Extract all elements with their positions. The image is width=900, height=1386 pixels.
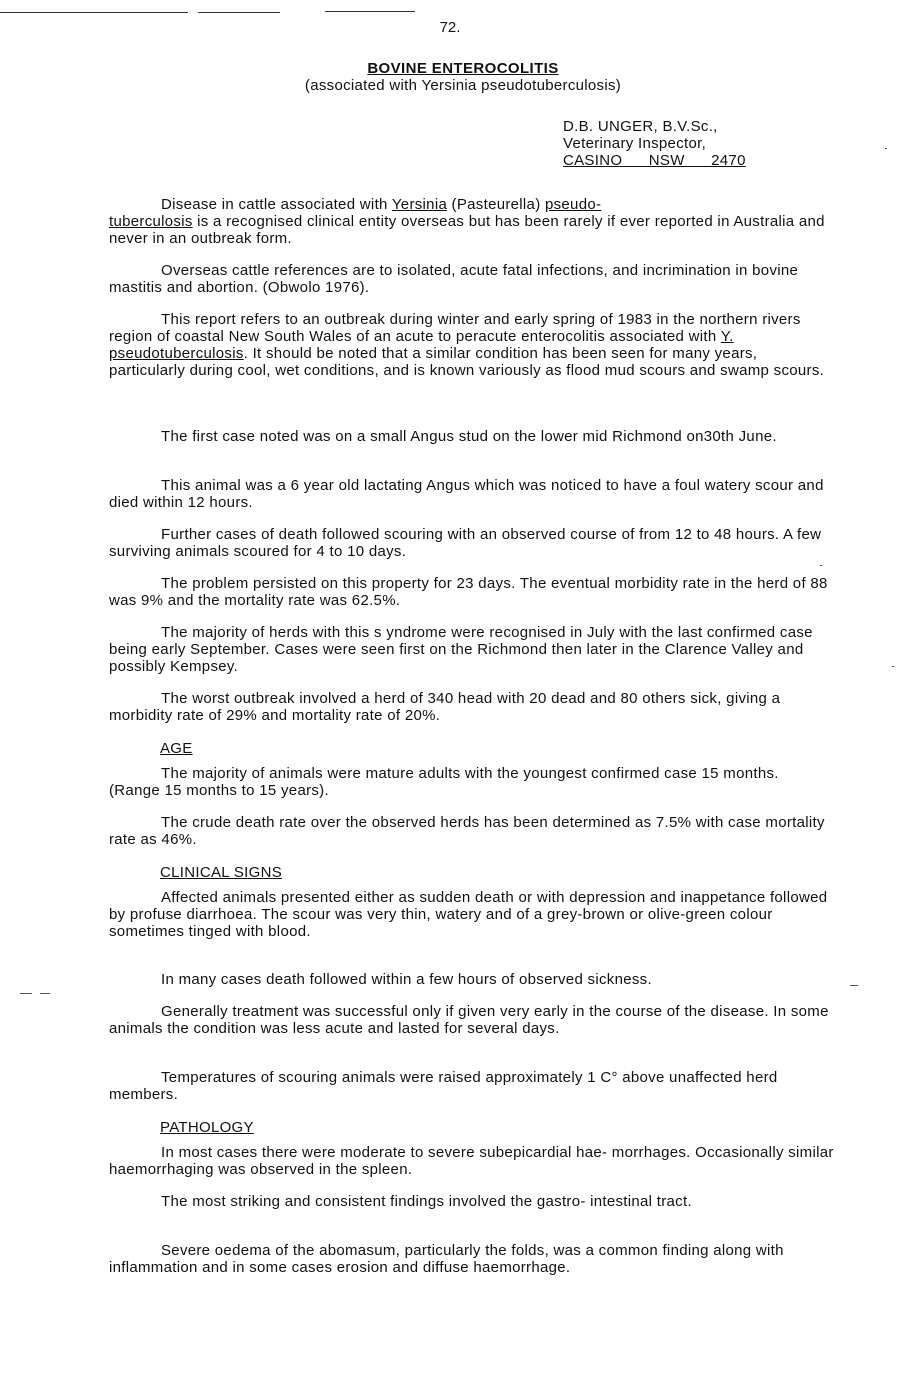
paragraph-5: This animal was a 6 year old lactating Angus which was noticed to have a foul watery scour and died within 12 hours. (109, 477, 824, 511)
top-rule-right (325, 11, 415, 12)
scan-speck (885, 148, 887, 149)
paragraph-16: In most cases there were moderate to severe subepicardial hae- morrhages. Occasionally similar haemorrhaging was observed in the spleen. (109, 1144, 834, 1178)
heading-age: AGE (160, 740, 193, 757)
scan-speck (20, 993, 32, 994)
paragraph-9: The worst outbreak involved a herd of 340 head with 20 dead and 80 others sick, giving a morbidity rate of 29% and mortality rate of 20%. (109, 690, 781, 724)
paragraph-2: Overseas cattle references are to isolated, acute fatal infections, and incrimination in bovine mastitis and abortion. (Obwolo 1976). (109, 262, 799, 296)
paragraph-3: This report refers to an outbreak during winter and early spring of 1983 in the northern rivers region of coastal New South Wales of an acute to peracute enterocolitis associated with Y. pseudotuberculosis. It should be noted that a similar condition has been seen for many years, particularly during cool, wet conditions, and is known variously as flood mud scours and swamp scours. (109, 311, 825, 379)
scan-speck (892, 666, 894, 667)
top-rule-middle (198, 12, 280, 13)
author-role: Veterinary Inspector, (563, 135, 707, 152)
heading-clinical-signs: CLINICAL SIGNS (160, 864, 283, 881)
paragraph-14: Generally treatment was successful only if given very early in the course of the disease. In some animals the condition was less acute and lasted for several days. (109, 1003, 829, 1037)
paragraph-8: The majority of herds with this s yndrome were recognised in July with the last confirmed case being early September. Cases were seen first on the Richmond then later in the Clarence Valley and possibly Kempsey. (109, 624, 813, 675)
paragraph-4: The first case noted was on a small Angus stud on the lower mid Richmond on30th June. (161, 428, 777, 445)
author-block (563, 118, 746, 169)
paragraph-7: The problem persisted on this property for 23 days. The eventual morbidity rate in the herd of 88 was 9% and the mortality rate was 62.5%. (109, 575, 828, 609)
paragraph-1: Disease in cattle associated with Yersinia (Pasteurella) pseudo- tuberculosis is a recognised clinical entity overseas but has been rarely if ever reported in Australia and never in an outbreak form. (109, 196, 825, 247)
author-name: D.B. UNGER, B.V.Sc., (563, 118, 718, 135)
scan-speck (820, 565, 822, 566)
document-title: BOVINE ENTEROCOLITIS (367, 60, 559, 77)
paragraph-6: Further cases of death followed scouring with an observed course of from 12 to 48 hours. A few surviving animals scoured for 4 to 10 days. (109, 526, 822, 560)
paragraph-12: Affected animals presented either as sudden death or with depression and inappetance followed by profuse diarrhoea. The scour was very thin, watery and of a grey-brown or olive-green colour sometimes tinged with blood. (109, 889, 828, 940)
genus-name: Yersinia (391, 196, 448, 213)
paragraph-11: The crude death rate over the observed herds has been determined as 7.5% with case mortality rate as 46%. (109, 814, 825, 848)
author-location: CASINO NSW 2470 (563, 152, 746, 169)
scan-speck (850, 985, 858, 986)
paragraph-15: Temperatures of scouring animals were raised approximately 1 C° above unaffected herd members. (109, 1069, 778, 1103)
page-number: 72. (439, 19, 461, 36)
top-rule-left (0, 12, 188, 13)
heading-pathology: PATHOLOGY (160, 1119, 254, 1136)
paragraph-17: The most striking and consistent findings involved the gastro- intestinal tract. (161, 1193, 692, 1210)
document-subtitle: (associated with Yersinia pseudotuberculosis) (304, 77, 622, 94)
paragraph-13: In many cases death followed within a few hours of observed sickness. (161, 971, 652, 988)
paragraph-18: Severe oedema of the abomasum, particularly the folds, was a common finding along with inflammation and in some cases erosion and diffuse haemorrhage. (109, 1242, 784, 1276)
species-name: Y. pseudotuberculosis (109, 328, 734, 362)
scan-speck (40, 993, 50, 994)
paragraph-10: The majority of animals were mature adults with the youngest confirmed case 15 months. (Range 15 months to 15 years). (109, 765, 779, 799)
